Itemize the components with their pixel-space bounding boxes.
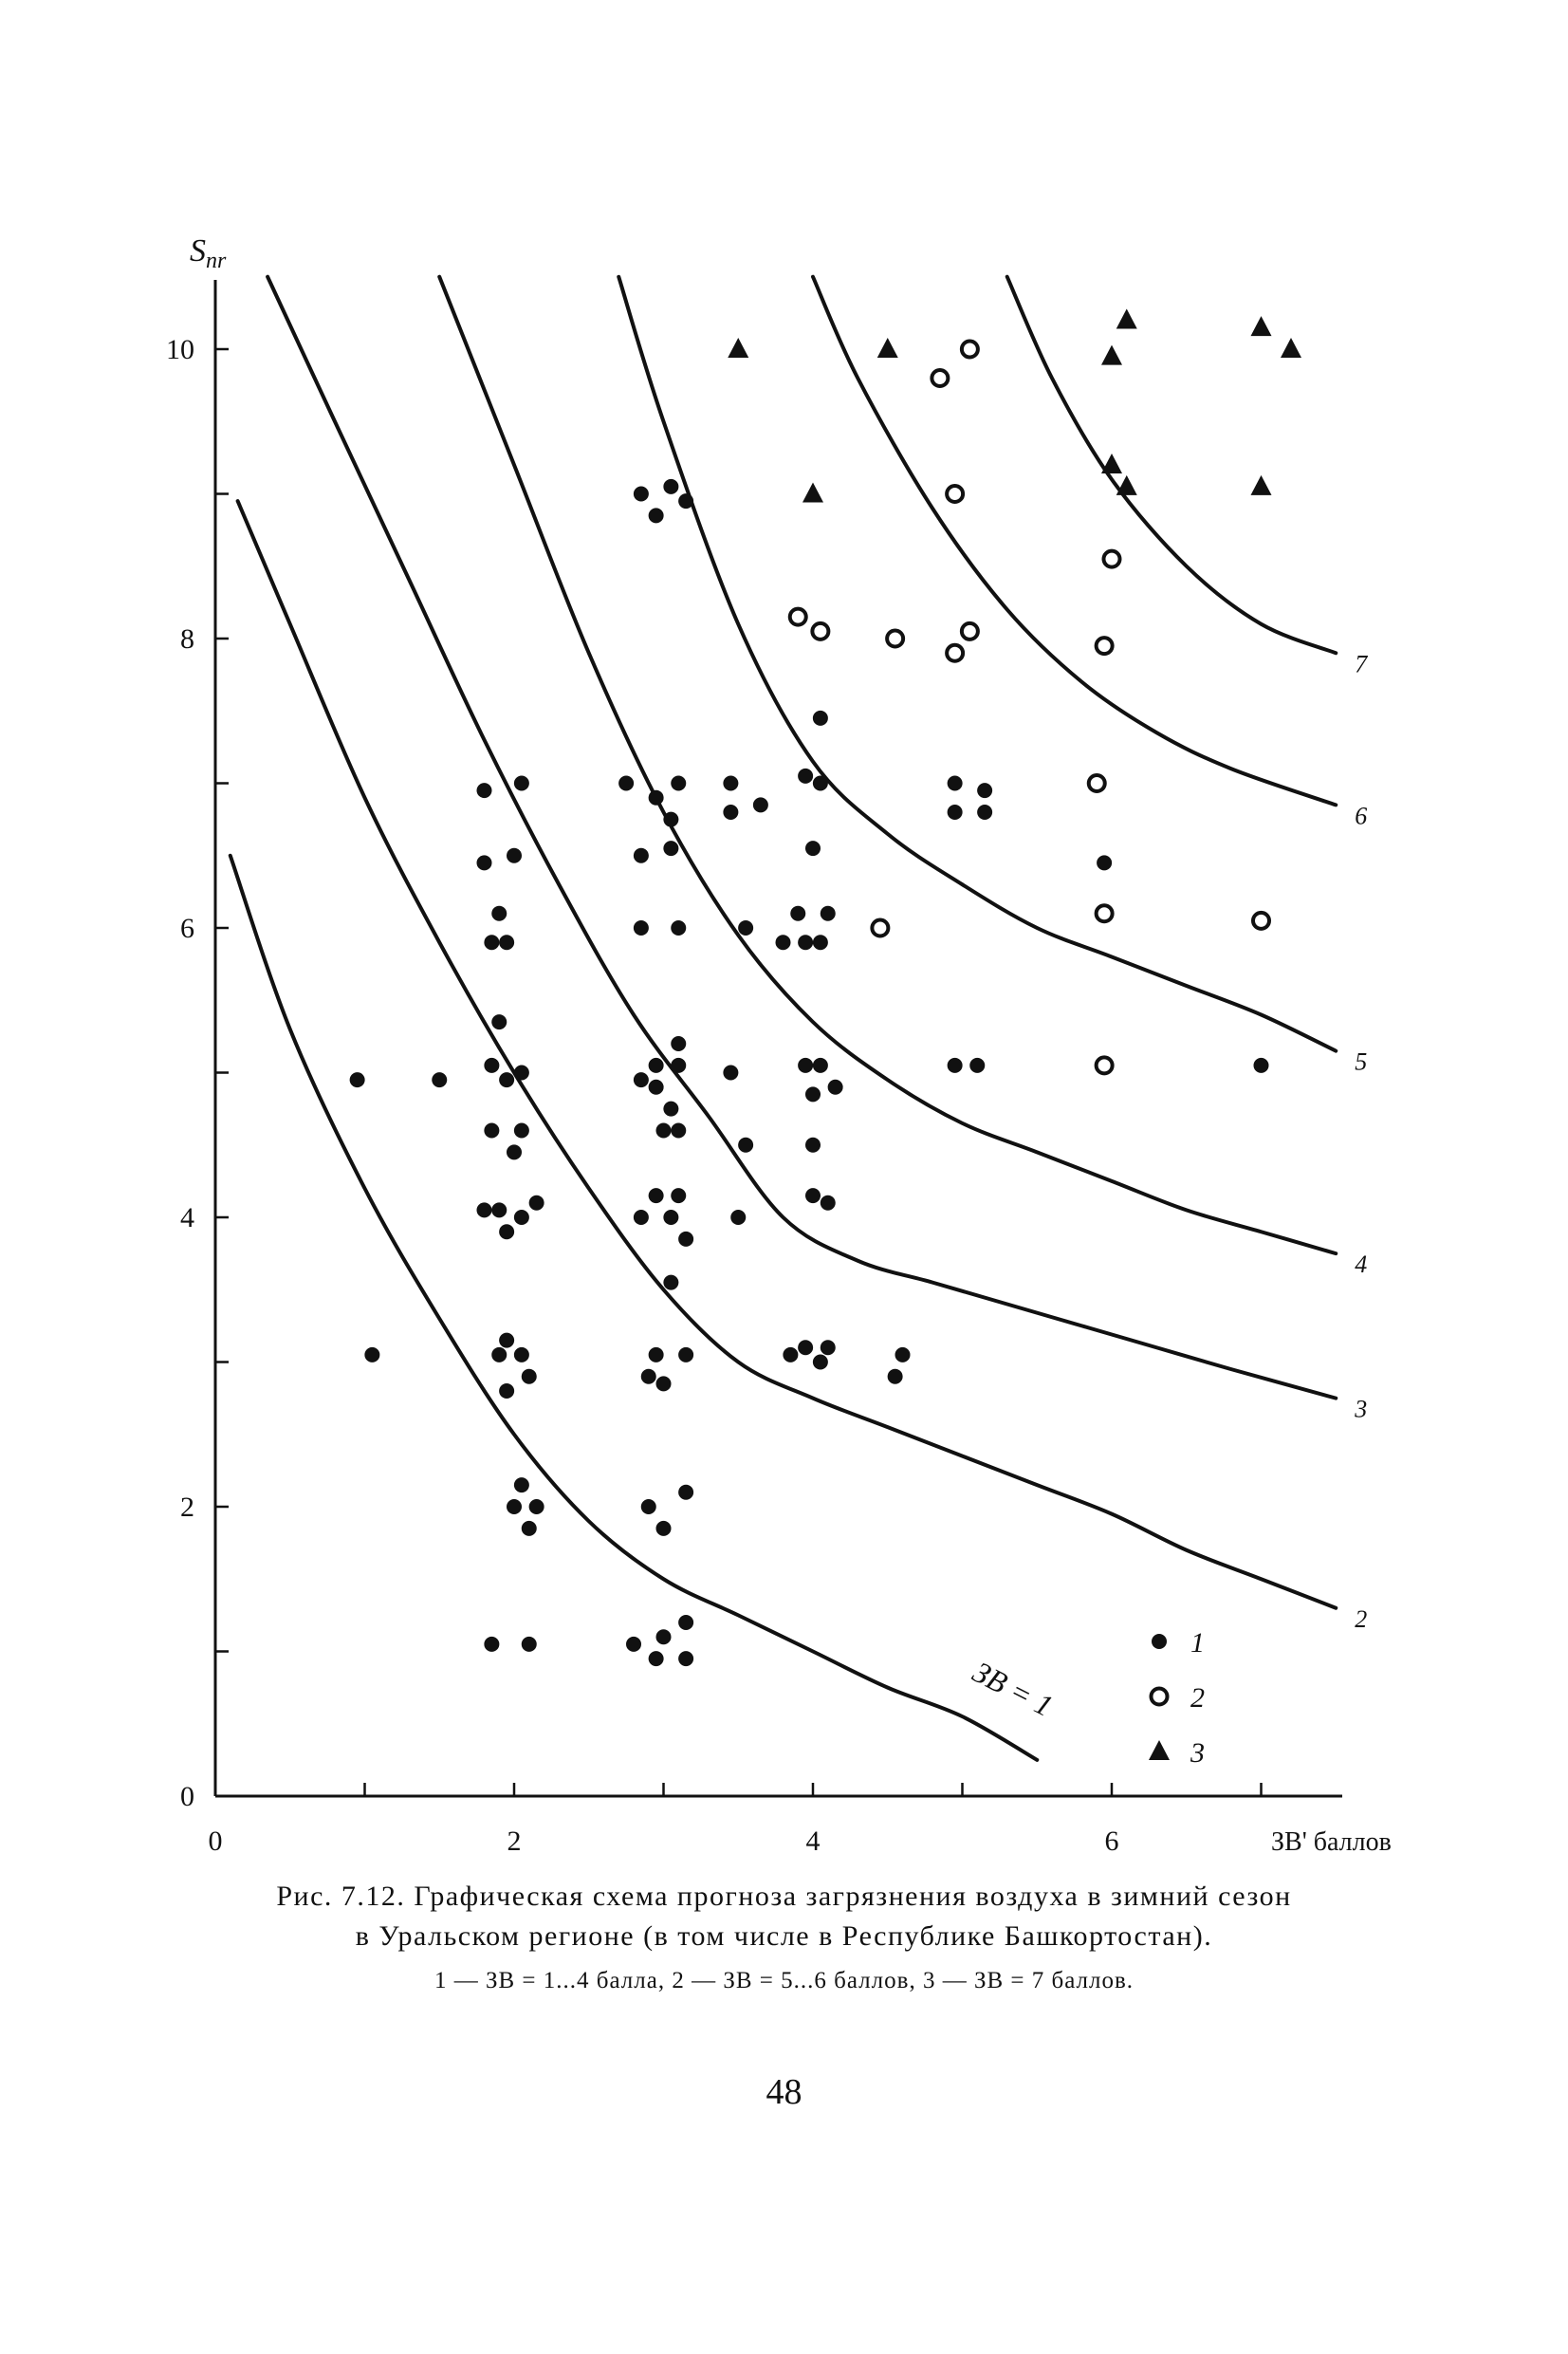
data-point-series-2 xyxy=(947,486,963,502)
x-tick-label: 0 xyxy=(208,1826,223,1857)
data-point-series-1 xyxy=(783,1347,798,1362)
data-point-series-1 xyxy=(1254,1058,1269,1073)
data-point-series-1 xyxy=(514,1123,529,1139)
data-point-series-1 xyxy=(491,906,507,921)
data-point-series-1 xyxy=(948,805,963,820)
isoline-label-4: 4 xyxy=(1355,1251,1368,1279)
data-point-series-1 xyxy=(634,1072,649,1087)
data-point-series-1 xyxy=(813,935,828,950)
data-point-series-1 xyxy=(507,848,522,863)
data-point-series-1 xyxy=(671,776,686,791)
data-point-series-1 xyxy=(649,1188,664,1203)
data-point-series-1 xyxy=(364,1347,379,1362)
isoline-label-2: 2 xyxy=(1355,1604,1368,1633)
data-point-series-1 xyxy=(499,1383,514,1399)
data-point-series-3 xyxy=(877,338,898,358)
data-point-series-2 xyxy=(812,623,828,639)
data-point-series-1 xyxy=(507,1499,522,1514)
data-point-series-1 xyxy=(649,1651,664,1666)
isoline-label-3: 3 xyxy=(1355,1395,1368,1423)
data-point-series-3 xyxy=(1116,309,1137,329)
data-point-series-1 xyxy=(678,1232,693,1247)
data-point-series-2 xyxy=(1097,638,1113,654)
data-point-series-1 xyxy=(491,1347,507,1362)
y-axis-label-sub: nr xyxy=(206,249,227,273)
data-point-series-1 xyxy=(649,790,664,806)
legend-label-3: 3 xyxy=(1190,1737,1205,1769)
legend-label-2: 2 xyxy=(1190,1682,1205,1714)
data-point-series-2 xyxy=(947,645,963,661)
data-point-series-2 xyxy=(790,609,806,625)
data-point-series-1 xyxy=(634,848,649,863)
data-point-series-2 xyxy=(962,623,978,639)
data-point-series-1 xyxy=(813,776,828,791)
data-point-series-1 xyxy=(723,805,738,820)
data-point-series-1 xyxy=(888,1369,903,1384)
data-point-series-1 xyxy=(663,841,678,856)
data-point-series-1 xyxy=(948,776,963,791)
data-point-series-3 xyxy=(1251,316,1272,336)
data-point-series-1 xyxy=(432,1072,447,1087)
figure-caption-line1: Рис. 7.12. Графическая схема прогноза загрязнения воздуха в зимний сезон xyxy=(276,1881,1292,1912)
isoline-3 xyxy=(267,277,1336,1399)
data-point-series-3 xyxy=(728,338,748,358)
data-point-series-1 xyxy=(663,1102,678,1117)
isoline-label-7: 7 xyxy=(1355,650,1368,678)
data-point-series-1 xyxy=(514,1347,529,1362)
data-point-series-1 xyxy=(671,1058,686,1073)
data-point-series-1 xyxy=(649,1080,664,1095)
data-point-series-1 xyxy=(738,1138,753,1153)
y-tick-label: 10 xyxy=(166,334,194,365)
data-point-series-2 xyxy=(1104,551,1120,567)
data-point-series-2 xyxy=(887,631,903,647)
y-axis-label: $S_{nr}$ xyxy=(190,233,227,273)
data-point-series-1 xyxy=(1097,855,1112,870)
data-point-series-1 xyxy=(634,920,649,936)
data-point-series-1 xyxy=(626,1637,641,1652)
data-point-series-1 xyxy=(350,1072,365,1087)
data-point-series-1 xyxy=(663,1275,678,1290)
data-point-series-1 xyxy=(663,479,678,494)
data-point-series-1 xyxy=(798,769,813,784)
data-point-series-1 xyxy=(821,1196,836,1211)
y-tick-label: 4 xyxy=(180,1202,194,1233)
data-point-series-1 xyxy=(477,855,492,870)
legend-marker-2 xyxy=(1152,1689,1168,1705)
curve-label-zv1: ЗВ = 1 xyxy=(968,1654,1059,1724)
isoline-2 xyxy=(238,501,1337,1608)
page-number: 48 xyxy=(766,2072,802,2112)
data-point-series-2 xyxy=(1097,1057,1113,1073)
data-points xyxy=(350,309,1301,1667)
data-point-series-1 xyxy=(678,1347,693,1362)
data-point-series-1 xyxy=(977,805,992,820)
data-point-series-2 xyxy=(962,342,978,358)
data-point-series-1 xyxy=(656,1123,672,1139)
data-point-series-1 xyxy=(805,1138,821,1153)
data-point-series-1 xyxy=(821,906,836,921)
y-tick-label: 8 xyxy=(180,623,194,655)
data-point-series-2 xyxy=(1089,775,1105,791)
data-point-series-1 xyxy=(798,1058,813,1073)
data-point-series-1 xyxy=(671,1188,686,1203)
data-point-series-2 xyxy=(932,370,948,386)
data-point-series-1 xyxy=(634,1210,649,1225)
legend xyxy=(1149,1627,1205,1769)
data-point-series-1 xyxy=(776,935,791,950)
axes xyxy=(215,280,1342,1796)
data-point-series-3 xyxy=(1116,475,1137,495)
data-point-series-1 xyxy=(723,1066,738,1081)
legend-marker-1 xyxy=(1152,1634,1167,1649)
data-point-series-1 xyxy=(798,935,813,950)
data-point-series-1 xyxy=(656,1376,672,1391)
figure-caption-line2: в Уральском регионе (в том числе в Республике Башкортостан). xyxy=(355,1920,1213,1952)
data-point-series-1 xyxy=(522,1369,537,1384)
y-tick-label: 0 xyxy=(180,1781,194,1812)
data-point-series-3 xyxy=(802,483,823,503)
data-point-series-3 xyxy=(1251,475,1272,495)
y-tick-label: 2 xyxy=(180,1492,194,1523)
data-point-series-1 xyxy=(514,776,529,791)
isolines xyxy=(231,277,1369,1760)
data-point-series-1 xyxy=(641,1369,656,1384)
data-point-series-1 xyxy=(821,1340,836,1355)
x-tick-label: 2 xyxy=(507,1826,522,1857)
data-point-series-1 xyxy=(618,776,634,791)
data-point-series-1 xyxy=(671,1123,686,1139)
data-point-series-1 xyxy=(641,1499,656,1514)
data-point-series-1 xyxy=(522,1637,537,1652)
data-point-series-1 xyxy=(813,711,828,726)
legend-label-1: 1 xyxy=(1190,1627,1205,1659)
data-point-series-1 xyxy=(813,1058,828,1073)
data-point-series-1 xyxy=(484,935,499,950)
isoline-5 xyxy=(618,277,1336,1051)
data-point-series-1 xyxy=(790,906,805,921)
data-point-series-1 xyxy=(828,1080,843,1095)
data-point-series-1 xyxy=(805,1188,821,1203)
data-point-series-1 xyxy=(895,1347,911,1362)
data-point-series-1 xyxy=(671,920,686,936)
data-point-series-1 xyxy=(499,935,514,950)
data-point-series-1 xyxy=(663,1210,678,1225)
data-point-series-1 xyxy=(723,776,738,791)
axis-labels xyxy=(190,233,1392,1857)
data-point-series-1 xyxy=(529,1196,544,1211)
data-point-series-1 xyxy=(798,1340,813,1355)
x-tick-label: 4 xyxy=(805,1826,821,1857)
data-point-series-2 xyxy=(1097,905,1113,921)
data-point-series-1 xyxy=(805,841,821,856)
figure-caption-legend-line: 1 — ЗВ = 1...4 балла, 2 — ЗВ = 5...6 баллов, 3 — ЗВ = 7 баллов. xyxy=(434,1968,1134,1993)
data-point-series-1 xyxy=(484,1123,499,1139)
data-point-series-3 xyxy=(1101,454,1122,473)
data-point-series-1 xyxy=(634,487,649,502)
data-point-series-1 xyxy=(514,1210,529,1225)
data-point-series-1 xyxy=(969,1058,985,1073)
x-tick-label: 6 xyxy=(1104,1826,1119,1857)
data-point-series-1 xyxy=(663,812,678,827)
isoline-1 xyxy=(231,856,1038,1760)
data-point-series-1 xyxy=(477,1202,492,1217)
data-point-series-1 xyxy=(491,1202,507,1217)
data-point-series-1 xyxy=(678,493,693,509)
isoline-label-5: 5 xyxy=(1355,1047,1368,1076)
data-point-series-1 xyxy=(656,1521,672,1536)
data-point-series-2 xyxy=(872,920,888,936)
data-point-series-1 xyxy=(977,783,992,798)
data-point-series-1 xyxy=(678,1485,693,1500)
data-point-series-1 xyxy=(514,1066,529,1081)
x-axis-label: ЗВ' баллов xyxy=(1271,1827,1392,1857)
y-tick-label: 6 xyxy=(180,913,194,944)
isoline-label-6: 6 xyxy=(1355,802,1368,830)
data-point-series-1 xyxy=(499,1333,514,1348)
data-point-series-1 xyxy=(491,1014,507,1029)
data-point-series-1 xyxy=(813,1355,828,1370)
legend-marker-3 xyxy=(1149,1740,1170,1760)
data-point-series-1 xyxy=(649,508,664,523)
data-point-series-1 xyxy=(649,1347,664,1362)
data-point-series-1 xyxy=(484,1058,499,1073)
data-point-series-1 xyxy=(678,1615,693,1630)
data-point-series-2 xyxy=(1253,913,1269,929)
data-point-series-3 xyxy=(1281,338,1301,358)
data-point-series-1 xyxy=(730,1210,746,1225)
data-point-series-1 xyxy=(656,1629,672,1644)
data-point-series-1 xyxy=(671,1036,686,1051)
data-point-series-1 xyxy=(507,1144,522,1159)
data-point-series-1 xyxy=(678,1651,693,1666)
data-point-series-1 xyxy=(499,1072,514,1087)
data-point-series-1 xyxy=(649,1058,664,1073)
data-point-series-1 xyxy=(948,1058,963,1073)
data-point-series-1 xyxy=(753,797,768,812)
data-point-series-1 xyxy=(484,1637,499,1652)
data-point-series-1 xyxy=(738,920,753,936)
data-point-series-1 xyxy=(529,1499,544,1514)
data-point-series-3 xyxy=(1101,345,1122,365)
data-point-series-1 xyxy=(522,1521,537,1536)
data-point-series-1 xyxy=(514,1477,529,1492)
data-point-series-1 xyxy=(477,783,492,798)
data-point-series-1 xyxy=(499,1224,514,1239)
data-point-series-1 xyxy=(805,1086,821,1102)
isoline-4 xyxy=(439,277,1336,1253)
isoline-7 xyxy=(1007,277,1337,654)
